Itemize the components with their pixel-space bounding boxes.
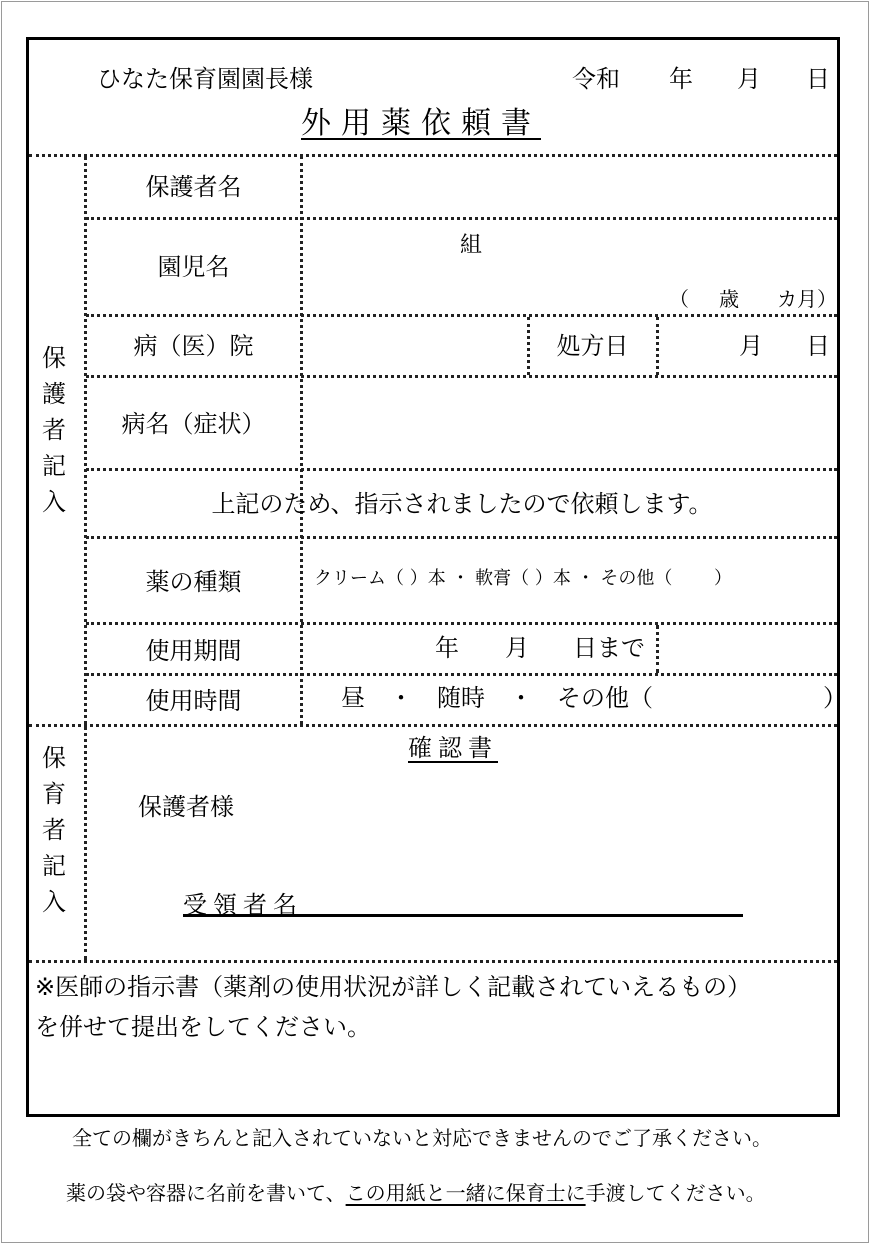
request-form [26, 37, 847, 1117]
doctor-instruction-note: ※医師の指示書（薬剤の使用状況が詳しく記載されていえるもの） [35, 973, 752, 1001]
medicine-options: クリーム（ ）本 ・ 軟膏（ ）本 ・ その他（ ） [314, 568, 733, 589]
guardian-name-label: 保護者名 [145, 173, 242, 201]
prescription-day: 日 [806, 332, 830, 360]
footer-note-2-start: 薬の袋や容器に名前を書いて、 [66, 1181, 346, 1205]
period-label: 使用期間 [145, 637, 242, 665]
doctor-instruction-note-2: を併せて提出をしてください。 [35, 1013, 371, 1041]
divider-row-7 [86, 673, 837, 676]
period-until: 日まで [573, 634, 645, 662]
class-suffix: 組 [460, 233, 483, 258]
age-open: （ [669, 287, 689, 311]
divider-guardian-end [29, 724, 837, 727]
divider-period-extra [656, 625, 659, 673]
divider-header [29, 154, 837, 157]
receiver-name-label: 受領者名 [183, 891, 303, 919]
period-month: 月 [505, 634, 529, 662]
staff-section-label: 保育者記入 [42, 744, 66, 916]
confirmation-title: 確認書 [408, 734, 498, 762]
medicine-type-label: 薬の種類 [145, 568, 242, 596]
request-statement: 上記のため、指示されましたので依頼します。 [211, 490, 713, 518]
divider-row-3 [86, 375, 837, 378]
period-year: 年 [435, 634, 459, 662]
divider-row-2 [86, 314, 837, 317]
date-month: 月 [737, 65, 761, 93]
date-day: 日 [806, 65, 830, 93]
disease-label: 病名（症状） [121, 410, 266, 438]
date-year: 年 [669, 65, 693, 93]
footer-note-2 [66, 1180, 766, 1206]
form-title: 外用薬依頼書 [301, 106, 541, 141]
divider-row-1 [86, 217, 837, 220]
age-years: 歳 [719, 287, 739, 311]
divider-row-5 [86, 536, 837, 539]
date-era: 令和 [572, 65, 620, 93]
footer-note-1: 全ての欄がきちんと記入されていないと対応できませんのでご了承ください。 [72, 1126, 772, 1150]
guardian-salutation: 保護者様 [138, 793, 234, 821]
prescription-month: 月 [739, 332, 763, 360]
divider-label-column [300, 156, 303, 724]
child-name-label: 園児名 [157, 253, 230, 281]
time-options: 昼 ・ 随時 ・ その他（ [341, 684, 653, 712]
addressee: ひなた保育園園長様 [97, 65, 313, 93]
divider-row-4 [86, 468, 837, 471]
hospital-label: 病（医）院 [133, 332, 254, 360]
divider-date-value [656, 317, 659, 375]
time-close: ） [823, 684, 847, 712]
time-label: 使用時間 [145, 687, 242, 715]
age-months: カ月） [777, 287, 837, 311]
footer-note-2-end: 手渡してください。 [585, 1181, 766, 1205]
footer-note-2-underlined: この用紙と一緒に保育士に [345, 1181, 586, 1205]
prescription-date-label: 処方日 [556, 332, 629, 360]
guardian-section-label: 保護者記入 [42, 344, 66, 516]
receiver-signature-line [183, 914, 743, 917]
divider-row-6 [86, 622, 837, 625]
divider-staff-end [29, 960, 837, 963]
